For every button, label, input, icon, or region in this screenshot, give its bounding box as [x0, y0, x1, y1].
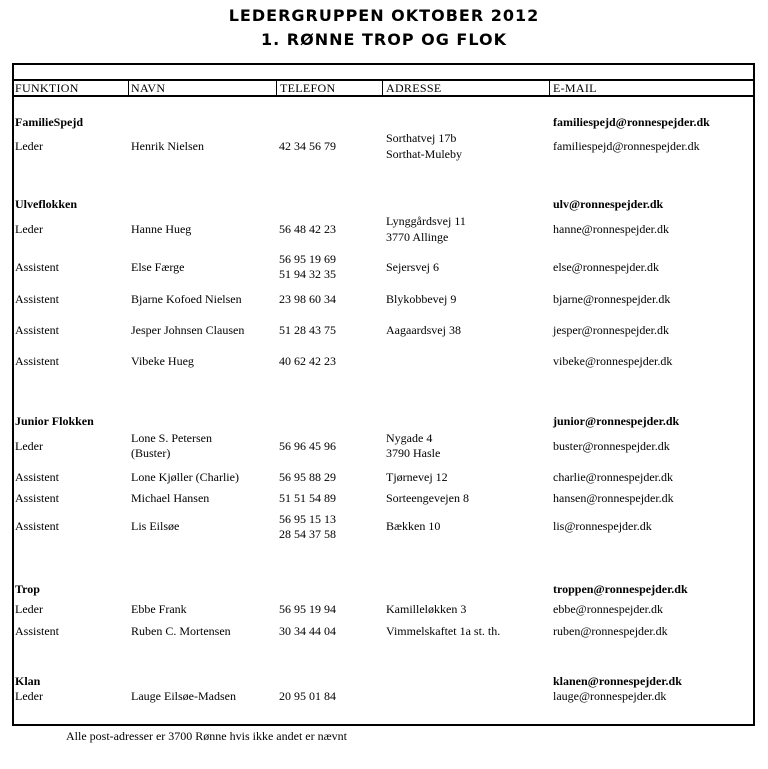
cell-adresse: Sorthatvej 17b [386, 131, 457, 145]
cell-telefon: 23 98 60 34 [279, 292, 336, 306]
column-divider [128, 80, 129, 96]
cell-navn-line2: (Buster) [131, 446, 171, 460]
group-email[interactable]: klanen@ronnespejder.dk [553, 674, 682, 688]
cell-navn: Hanne Hueg [131, 222, 192, 236]
cell-funktion: Assistent [15, 470, 60, 484]
column-divider [276, 80, 277, 96]
group-email[interactable]: familiespejd@ronnespejder.dk [553, 115, 710, 129]
group-name: Klan [15, 674, 41, 688]
cell-navn: Bjarne Kofoed Nielsen [131, 292, 242, 306]
cell-navn: Lauge Eilsøe-Madsen [131, 689, 236, 703]
cell-adresse: Sorteengevejen 8 [386, 491, 469, 505]
cell-funktion: Leder [15, 602, 43, 616]
cell-telefon: 51 28 43 75 [279, 323, 336, 337]
cell-email[interactable]: bjarne@ronnespejder.dk [553, 292, 671, 306]
cell-adresse: Sejersvej 6 [386, 260, 439, 274]
column-divider [549, 80, 550, 96]
cell-funktion: Assistent [15, 519, 60, 533]
group-name: Ulveflokken [15, 197, 78, 211]
cell-adresse-line2: Sorthat-Muleby [386, 147, 462, 161]
cell-navn: Lis Eilsøe [131, 519, 180, 533]
cell-email[interactable]: charlie@ronnespejder.dk [553, 470, 674, 484]
cell-adresse: Aagaardsvej 38 [386, 323, 461, 337]
cell-telefon: 56 95 88 29 [279, 470, 336, 484]
cell-navn: Vibeke Hueg [131, 354, 194, 368]
cell-adresse: Tjørnevej 12 [386, 470, 448, 484]
header-email: E-MAIL [553, 81, 597, 95]
cell-funktion: Assistent [15, 292, 60, 306]
cell-email[interactable]: vibeke@ronnespejder.dk [553, 354, 673, 368]
cell-telefon: 56 95 19 69 [279, 252, 336, 266]
group-email[interactable]: troppen@ronnespejder.dk [553, 582, 688, 596]
cell-telefon: 51 51 54 89 [279, 491, 336, 505]
cell-telefon: 56 95 19 94 [279, 602, 336, 616]
document-title: LEDERGRUPPEN OKTOBER 2012 [228, 6, 540, 25]
cell-adresse: Blykobbevej 9 [386, 292, 457, 306]
group-name: Trop [15, 582, 40, 596]
cell-funktion: Leder [15, 139, 43, 153]
cell-funktion: Assistent [15, 354, 60, 368]
group-name: Junior Flokken [15, 414, 94, 428]
header-telefon: TELEFON [280, 81, 336, 95]
cell-email[interactable]: else@ronnespejder.dk [553, 260, 660, 274]
cell-adresse: Lynggårdsvej 11 [386, 214, 466, 228]
header-adresse: ADRESSE [386, 81, 442, 95]
cell-funktion: Assistent [15, 624, 60, 638]
cell-funktion: Leder [15, 689, 43, 703]
column-divider [382, 80, 383, 96]
cell-navn: Lone S. Petersen [131, 431, 212, 445]
cell-funktion: Assistent [15, 491, 60, 505]
cell-adresse: Bækken 10 [386, 519, 441, 533]
cell-telefon-line2: 51 94 32 35 [279, 267, 336, 281]
cell-adresse: Nygade 4 [386, 431, 433, 445]
cell-navn: Else Færge [131, 260, 185, 274]
cell-navn: Ruben C. Mortensen [131, 624, 231, 638]
cell-email[interactable]: ruben@ronnespejder.dk [553, 624, 668, 638]
cell-adresse-line2: 3790 Hasle [386, 446, 441, 460]
cell-telefon: 20 95 01 84 [279, 689, 336, 703]
cell-telefon: 40 62 42 23 [279, 354, 336, 368]
cell-email[interactable]: familiespejd@ronnespejder.dk [553, 139, 700, 153]
cell-telefon: 42 34 56 79 [279, 139, 336, 153]
document-subtitle: 1. RØNNE TROP OG FLOK [261, 30, 507, 49]
cell-navn: Henrik Nielsen [131, 139, 204, 153]
cell-navn: Jesper Johnsen Clausen [131, 323, 245, 337]
group-email[interactable]: ulv@ronnespejder.dk [553, 197, 664, 211]
cell-navn: Ebbe Frank [131, 602, 187, 616]
header-navn: NAVN [131, 81, 166, 95]
cell-funktion: Assistent [15, 260, 60, 274]
cell-email[interactable]: ebbe@ronnespejder.dk [553, 602, 664, 616]
header-top-rule [12, 79, 755, 81]
cell-funktion: Leder [15, 222, 43, 236]
cell-email[interactable]: hanne@ronnespejder.dk [553, 222, 670, 236]
cell-funktion: Leder [15, 439, 43, 453]
footer-note: Alle post-adresser er 3700 Rønne hvis ikke andet er nævnt [66, 729, 347, 743]
cell-email[interactable]: lauge@ronnespejder.dk [553, 689, 667, 703]
cell-telefon: 56 95 15 13 [279, 512, 336, 526]
header-funktion: FUNKTION [15, 81, 79, 95]
cell-telefon-line2: 28 54 37 58 [279, 527, 336, 541]
cell-adresse-line2: 3770 Allinge [386, 230, 449, 244]
cell-telefon: 30 34 44 04 [279, 624, 336, 638]
cell-telefon: 56 96 45 96 [279, 439, 336, 453]
cell-email[interactable]: jesper@ronnespejder.dk [553, 323, 670, 337]
cell-email[interactable]: hansen@ronnespejder.dk [553, 491, 674, 505]
cell-adresse: Kamilleløkken 3 [386, 602, 467, 616]
header-bottom-rule [12, 95, 755, 97]
cell-adresse: Vimmelskaftet 1a st. th. [386, 624, 501, 638]
cell-email[interactable]: lis@ronnespejder.dk [553, 519, 652, 533]
cell-navn: Michael Hansen [131, 491, 210, 505]
cell-navn: Lone Kjøller (Charlie) [131, 470, 239, 484]
cell-telefon: 56 48 42 23 [279, 222, 336, 236]
cell-funktion: Assistent [15, 323, 60, 337]
group-email[interactable]: junior@ronnespejder.dk [553, 414, 680, 428]
group-name: FamilieSpejd [15, 115, 83, 129]
cell-email[interactable]: buster@ronnespejder.dk [553, 439, 670, 453]
